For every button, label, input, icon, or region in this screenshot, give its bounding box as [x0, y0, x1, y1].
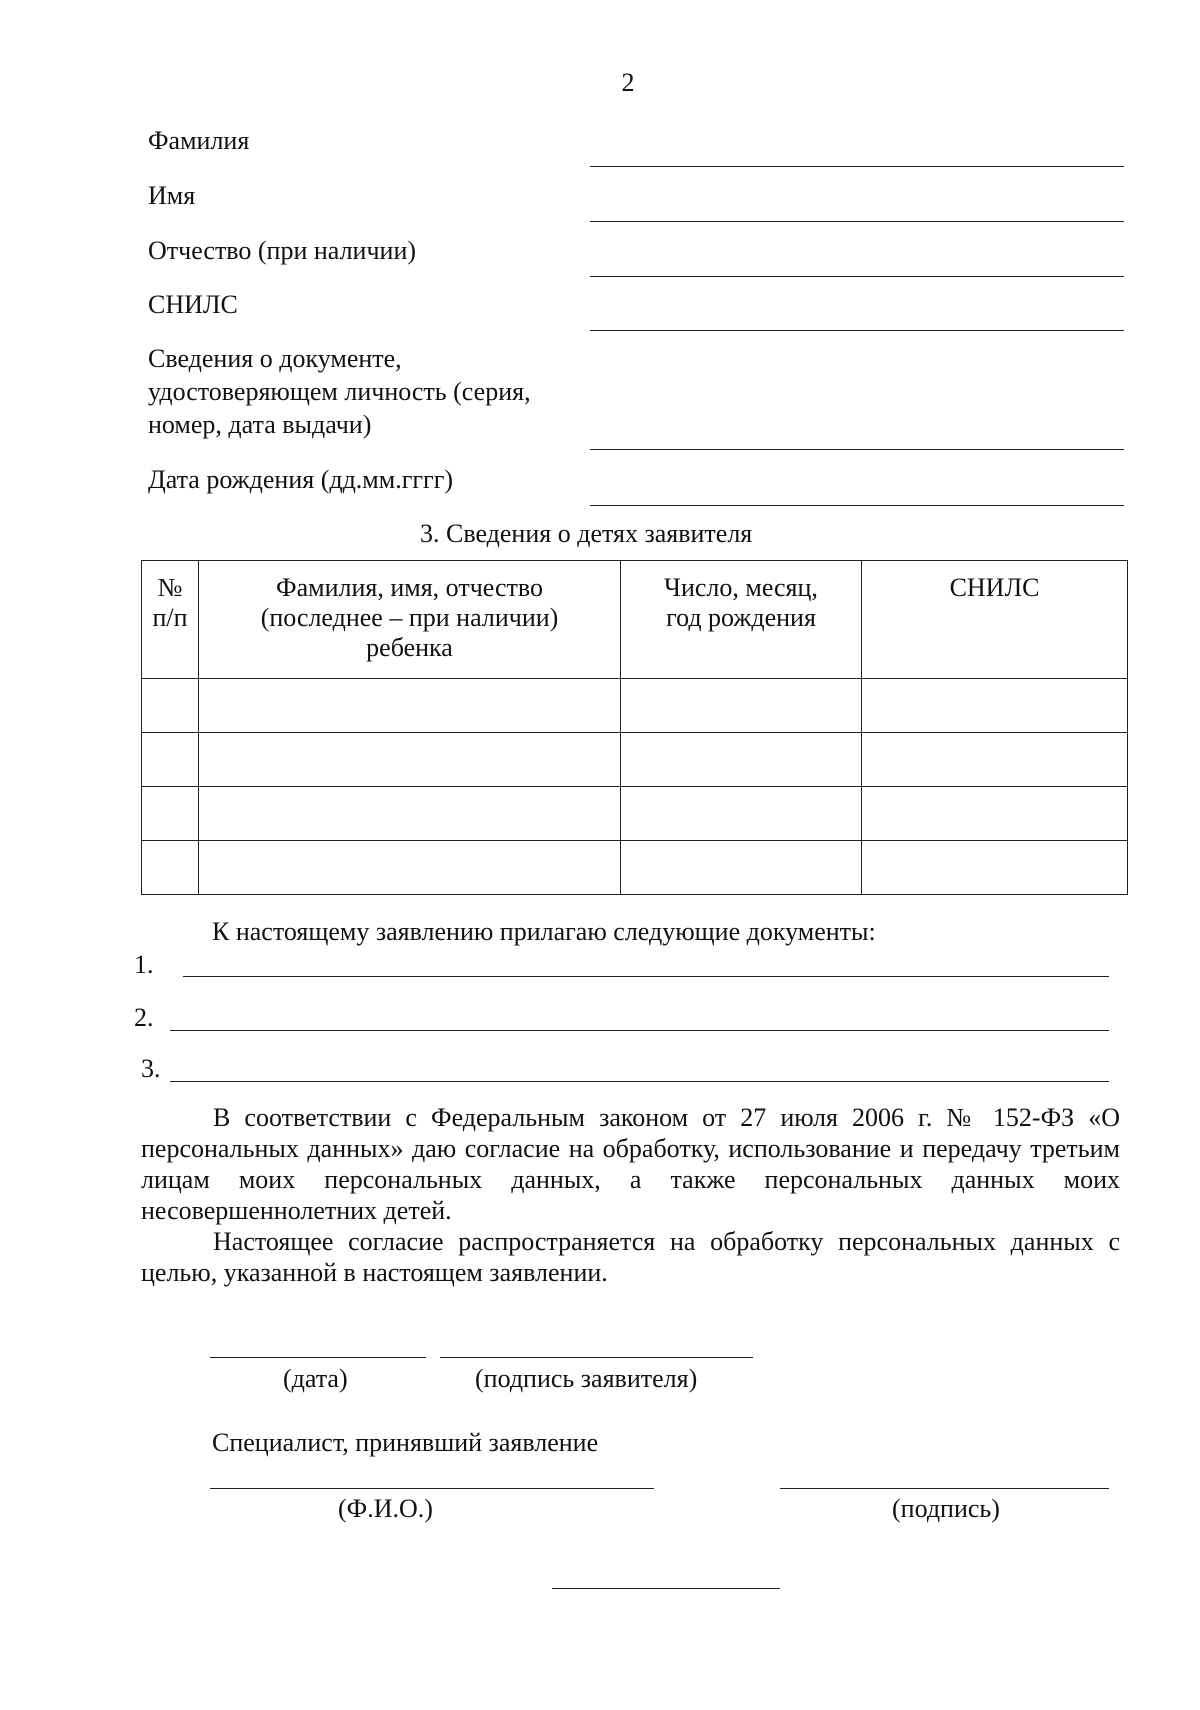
specialist-label: Специалист, принявший заявление [212, 1428, 599, 1457]
field-line-birth-date[interactable] [590, 505, 1124, 506]
specialist-name-line[interactable] [210, 1488, 654, 1489]
applicant-signature-caption: (подпись заявителя) [475, 1364, 698, 1393]
field-label-id-document-line3: номер, дата выдачи) [148, 410, 372, 439]
attachment-line-3[interactable] [170, 1081, 1109, 1082]
specialist-signature-caption: (подпись) [892, 1494, 1000, 1523]
header-child-name-line3: ребенка [366, 633, 453, 662]
header-child-name [199, 561, 621, 679]
table-cell[interactable] [142, 733, 199, 787]
table-row [142, 679, 1128, 733]
applicant-signature-line[interactable] [440, 1357, 753, 1358]
header-snils-line1: СНИЛС [949, 573, 1040, 602]
header-birth-date-line2: год рождения [666, 603, 816, 632]
page-number: 2 [621, 68, 635, 97]
header-child-name-line2: (последнее – при наличии) [260, 603, 559, 632]
table-row [142, 841, 1128, 895]
table-cell[interactable] [862, 679, 1128, 733]
table-cell[interactable] [142, 679, 199, 733]
attachment-number-2: 2. [134, 1003, 154, 1032]
closing-separator-line [552, 1588, 780, 1589]
table-row [142, 787, 1128, 841]
field-label-name: Имя [148, 181, 196, 210]
attachments-intro: К настоящему заявлению прилагаю следующие документы: [212, 917, 876, 946]
header-number-line2: п/п [152, 603, 188, 632]
header-snils [862, 561, 1128, 679]
specialist-name-caption: (Ф.И.О.) [338, 1494, 433, 1523]
field-line-snils[interactable] [590, 330, 1124, 331]
table-cell[interactable] [621, 679, 862, 733]
consent-text [141, 1102, 1120, 1288]
table-cell[interactable] [199, 787, 621, 841]
header-child-name-line1: Фамилия, имя, отчество [276, 573, 543, 602]
attachment-line-1[interactable] [183, 976, 1109, 977]
consent-paragraph-1: В соответствии с Федеральным законом от 27 июля 2006 г. № 152-ФЗ «О персональных данных» даю согласие на обработку, использование и передачу третьим лицам моих персональных данных, а также персональных данных моих несовершеннолетних детей. [141, 1103, 1120, 1225]
table-cell[interactable] [142, 787, 199, 841]
table-cell[interactable] [621, 733, 862, 787]
table-cell[interactable] [621, 787, 862, 841]
field-label-birth-date: Дата рождения (дд.мм.гггг) [148, 465, 454, 494]
children-section-title: 3. Сведения о детях заявителя [420, 519, 753, 548]
date-signature-line[interactable] [210, 1357, 426, 1358]
table-cell[interactable] [199, 733, 621, 787]
table-cell[interactable] [199, 679, 621, 733]
attachment-number-1: 1. [134, 950, 154, 979]
field-label-snils: СНИЛС [148, 290, 238, 319]
children-table-header [142, 561, 1128, 679]
field-line-name[interactable] [590, 221, 1124, 222]
table-row [142, 733, 1128, 787]
attachment-line-2[interactable] [170, 1030, 1109, 1031]
header-birth-date-line1: Число, месяц, [664, 573, 818, 602]
attachment-number-3: 3. [141, 1054, 161, 1083]
date-caption: (дата) [283, 1364, 348, 1393]
table-cell[interactable] [142, 841, 199, 895]
table-cell[interactable] [862, 841, 1128, 895]
field-label-surname: Фамилия [148, 126, 250, 155]
header-number [142, 561, 199, 679]
field-label-patronymic: Отчество (при наличии) [148, 236, 417, 265]
field-label-id-document-line1: Сведения о документе, [148, 344, 402, 373]
field-line-patronymic[interactable] [590, 276, 1124, 277]
children-table [141, 560, 1128, 895]
table-cell[interactable] [862, 733, 1128, 787]
header-birth-date [621, 561, 862, 679]
field-line-id-document[interactable] [590, 449, 1124, 450]
specialist-signature-line[interactable] [780, 1488, 1109, 1489]
field-line-surname[interactable] [590, 166, 1124, 167]
table-cell[interactable] [199, 841, 621, 895]
header-number-line1: № [157, 573, 183, 602]
field-label-id-document-line2: удостоверяющем личность (серия, [148, 377, 531, 406]
table-cell[interactable] [862, 787, 1128, 841]
consent-paragraph-2: Настоящее согласие распространяется на обработку персональных данных с целью, указанной в настоящем заявлении. [141, 1227, 1120, 1287]
table-cell[interactable] [621, 841, 862, 895]
